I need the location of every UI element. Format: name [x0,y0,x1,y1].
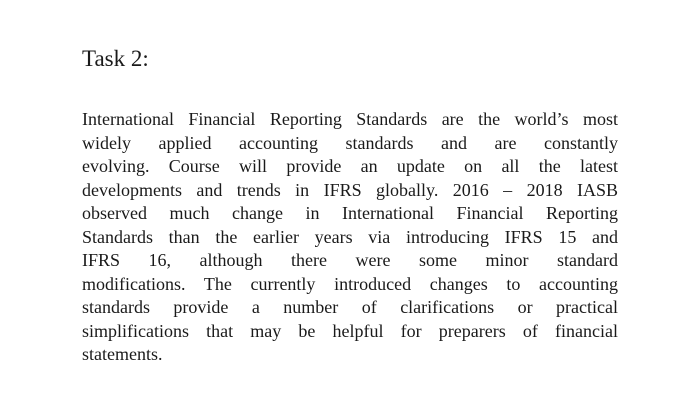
paragraph-line: International Financial Reporting Standards are the world’s most [82,109,618,129]
paragraph-line: statements. [82,344,163,364]
paragraph-line: IFRS 16, although there were some minor standard [82,250,618,270]
task-title: Task 2: [82,46,149,71]
body-paragraph [82,108,618,367]
paragraph-line: standards provide a number of clarifications or practical [82,297,618,317]
paragraph-line: modifications. The currently introduced changes to accounting [82,273,618,294]
paragraph-line: observed much change in International Financial Reporting [82,203,618,223]
paragraph-line: Standards than the earlier years via introducing IFRS 15 and [82,226,618,247]
paragraph-line: evolving. Course will provide an update on all the latest [82,156,618,176]
paragraph-line: simplifications that may be helpful for preparers of financial [82,320,618,341]
paragraph-line: developments and trends in IFRS globally. 2016 – 2018 IASB [82,179,618,200]
paragraph-line: widely applied accounting standards and are constantly [82,132,618,153]
